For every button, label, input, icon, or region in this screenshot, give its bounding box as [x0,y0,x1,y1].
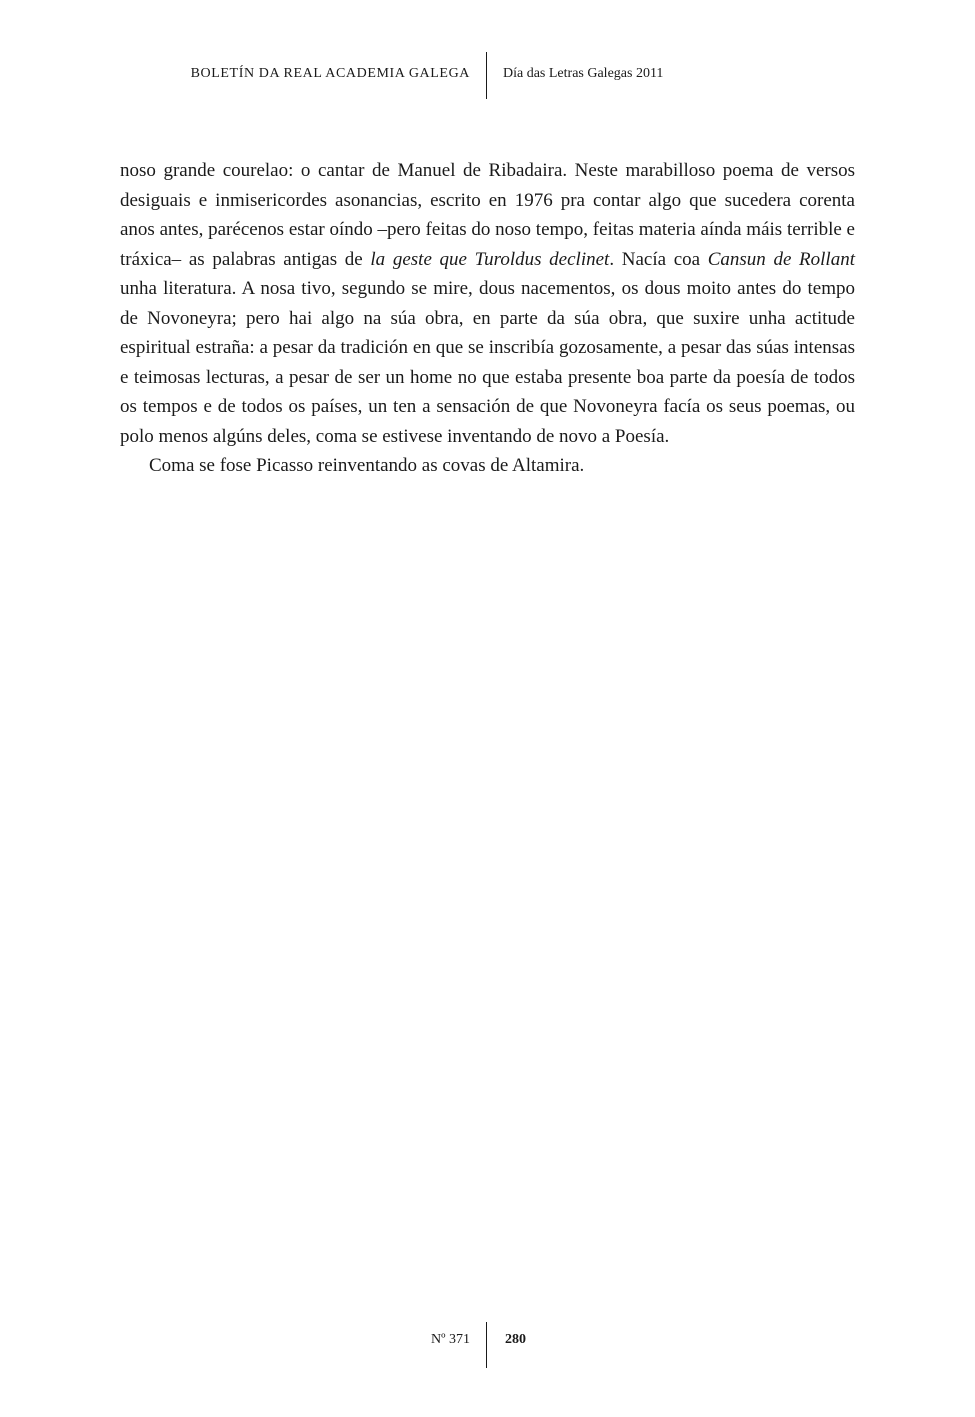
italic-title-2: Cansun de Rollant [707,248,855,270]
running-header [0,52,975,100]
paragraph-2: Coma se fose Picasso reinventando as covas de Altamira. [149,455,585,476]
page-number: 280 [505,1332,526,1347]
journal-title: BOLETÍN DA REAL ACADEMIA GALEGA [190,66,470,81]
italic-title-1: la geste que Turoldus declinet [370,248,610,270]
paragraph-1-part-2: . Nacía coa [609,248,708,270]
paragraph-1 [120,156,855,451]
body-text [120,156,855,481]
issue-title: Día das Letras Galegas 2011 [503,66,664,81]
running-footer [0,1322,975,1370]
paragraph-1-part-1: noso grande courelao: o cantar de Manuel de Ribadaira. Neste marabilloso poema de versos desiguais e inmisericordes asonancias, escrito en 1976 pra contar algo que sucedera corenta anos antes, parécenos estar oíndo –pero feitas do noso tempo, feitas materia aínda máis terrible e tráxica– as palabras antigas de [120,160,855,270]
footer-divider [486,1322,487,1368]
issue-number: Nº 371 [431,1332,470,1347]
paragraph-1-part-3: unha literatura. A nosa tivo, segundo se mire, dous nacementos, os dous moito antes do tempo de Novoneyra; pero hai algo na súa obra, en parte da súa obra, que suxire unha actitude espiritual estraña: a pesar da tradición en que se inscribía gozosamente, a pesar das súas intensas e teimosas lecturas, a pesar de ser un home no que estaba presente boa parte da poesía de todos os tempos e de todos os países, un ten a sensación de que Novoneyra facía os seus poemas, ou polo menos algúns deles, coma se estivese inventando de novo a Poesía. [120,278,855,447]
header-divider [486,52,487,99]
